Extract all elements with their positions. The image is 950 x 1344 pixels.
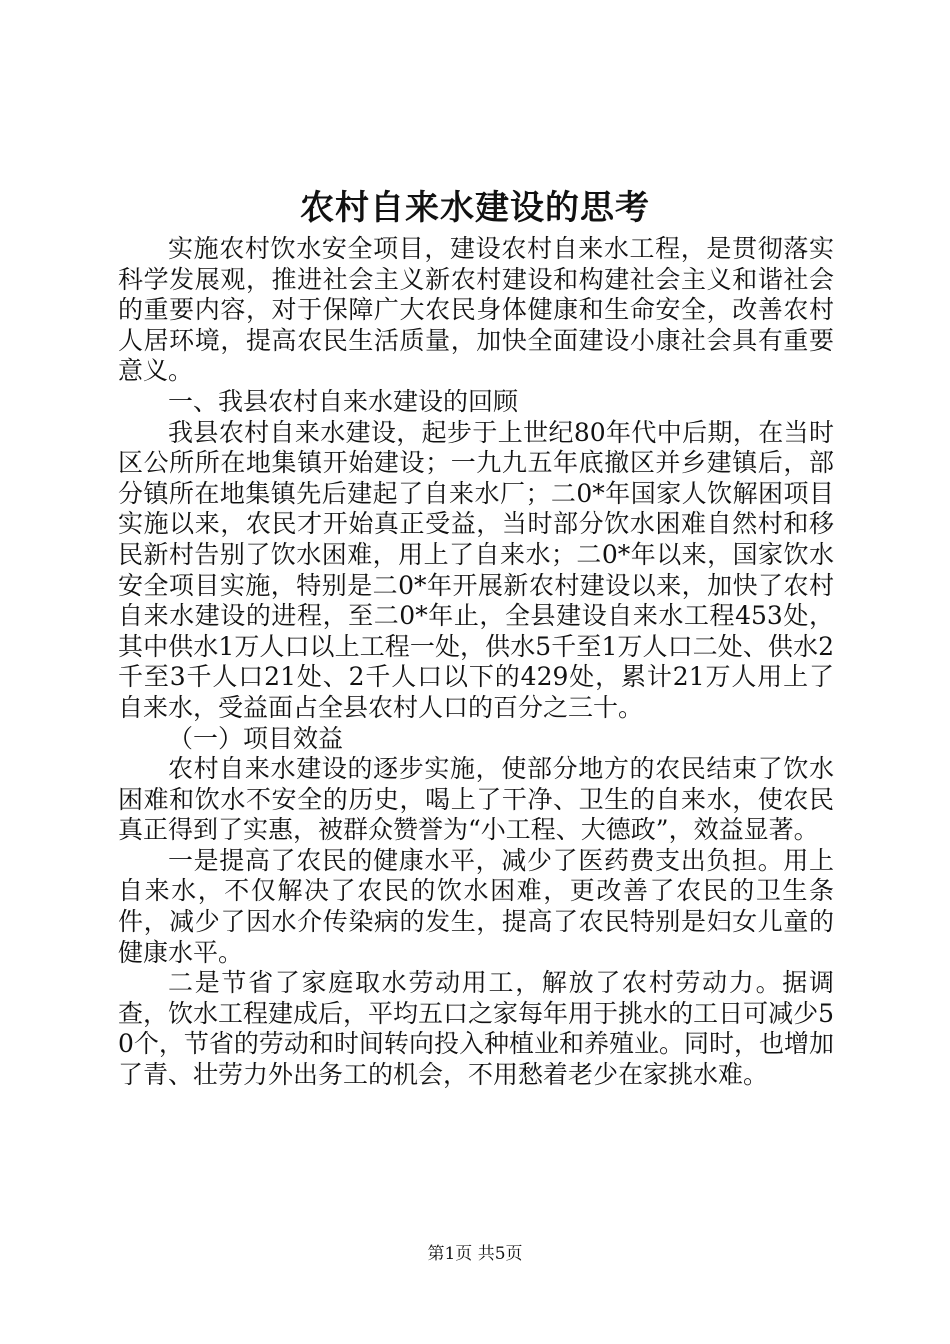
document-title: 农村自来水建设的思考 — [300, 188, 650, 228]
page-indicator: 第1页 共5页 — [427, 1244, 523, 1264]
paragraph-intro: 实施农村饮水安全项目，建设农村自来水工程，是贯彻落实科学发展观，推进社会主义新农村建设和构建社会主义和谐社会的重要内容，对于保障广大农民身体健康和生命安全，改善农村人居环境，提高农民生活质量，加快全面建设小康社会具有重要意义。 — [118, 234, 834, 386]
subsection-heading-benefits: （一）项目效益 — [168, 723, 344, 753]
paragraph-benefits: 农村自来水建设的逐步实施，使部分地方的农民结束了饮水困难和饮水不安全的历史，喝上了干净、卫生的自来水，使农民真正得到了实惠，被群众赞誉为“小工程、大德政”，效益显著。 — [118, 754, 834, 845]
paragraph-health: 一是提高了农民的健康水平，减少了医药费支出负担。用上自来水，不仅解决了农民的饮水困难，更改善了农民的卫生条件，减少了因水介传染病的发生，提高了农民特别是妇女儿童的健康水平。 — [118, 845, 834, 967]
document-body — [118, 234, 834, 1091]
page-footer — [0, 1242, 950, 1266]
paragraph-labor: 二是节省了家庭取水劳动用工，解放了农村劳动力。据调查，饮水工程建成后，平均五口之家每年用于挑水的工日可减少50个，节省的劳动和时间转向投入种植业和养殖业。同时，也增加了青、壮劳力外出务工的机会，不用愁着老少在家挑水难。 — [118, 968, 834, 1090]
paragraph-review: 我县农村自来水建设，起步于上世纪80年代中后期，在当时区公所所在地集镇开始建设；一九九五年底撤区并乡建镇后，部分镇所在地集镇先后建起了自来水厂；二0*年国家人饮解困项目实施以来，农民才开始真正受益，当时部分饮水困难自然村和移民新村告别了饮水困难，用上了自来水；二0*年以来，国家饮水安全项目实施，特别是二0*年开展新农村建设以来，加快了农村自来水建设的进程，至二0*年止，全县建设自来水工程453处，其中供水1万人口以上工程一处，供水5千至1万人口二处、供水2千至3千人口21处、2千人口以下的429处，累计21万人用上了自来水，受益面占全县农村人口的百分之三十。 — [118, 417, 834, 722]
section-heading-review: 一、我县农村自来水建设的回顾 — [168, 386, 519, 416]
